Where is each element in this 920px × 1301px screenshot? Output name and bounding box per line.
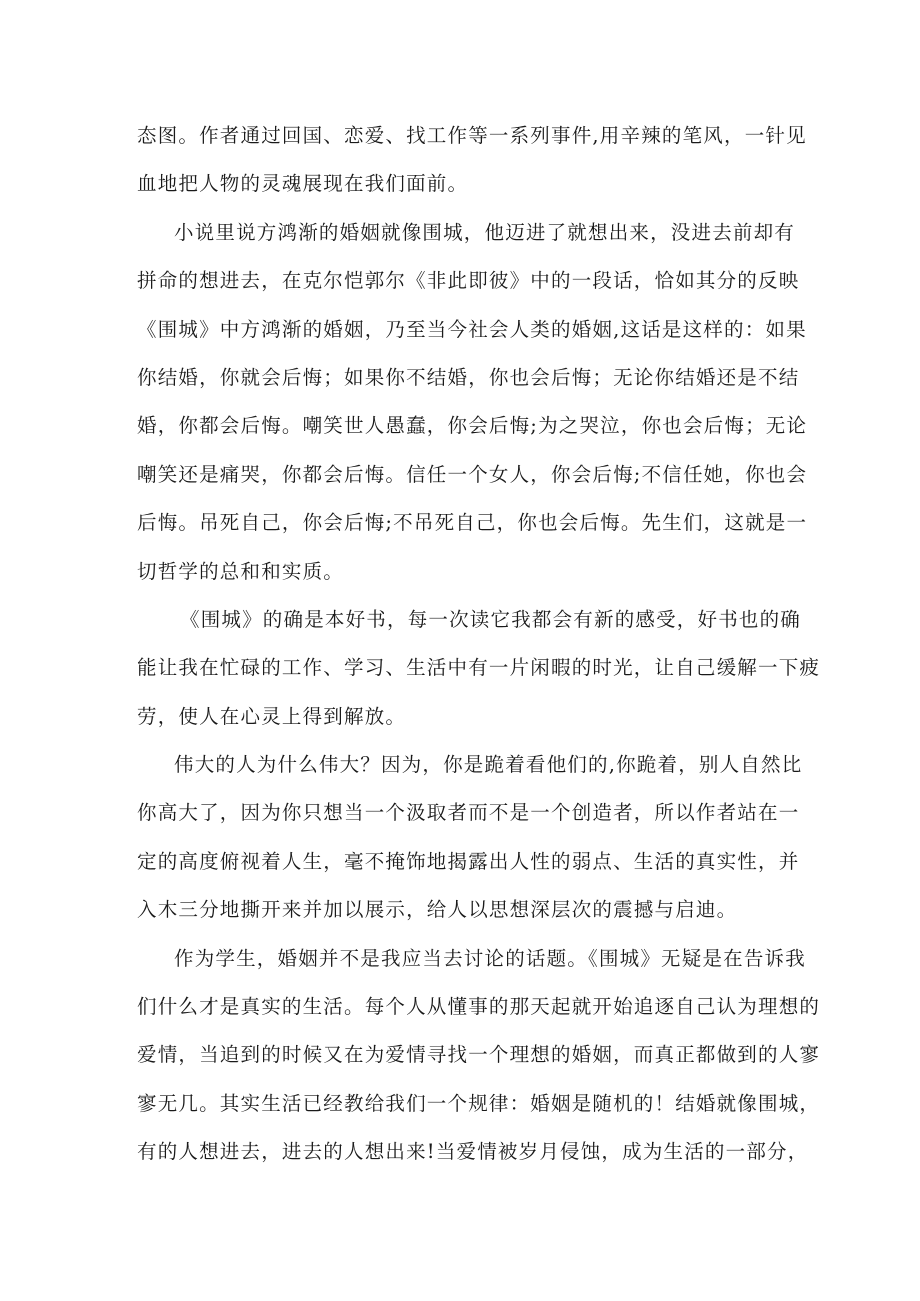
text-line: 有的人想进去，进去的人想出来!当爱情被岁月侵蚀，成为生活的一部分， xyxy=(137,1140,809,1164)
text-line: 小说里说方鸿渐的婚姻就像围城，他迈进了就想出来，没进去前却有 xyxy=(174,220,796,244)
text-line: 切哲学的总和和实质。 xyxy=(137,559,345,583)
text-line: 作为学生，婚姻并不是我应当去讨论的话题。《围城》无疑是在告诉我 xyxy=(174,946,806,970)
text-line: 拼命的想进去，在克尔恺郭尔《非此即彼》中的一段话，恰如其分的反映 xyxy=(137,269,800,293)
text-line: 入木三分地撕开来并加以展示，给人以思想深层次的震撼与启迪。 xyxy=(137,898,738,922)
text-line: 血地把人物的灵魂展现在我们面前。 xyxy=(137,172,469,196)
text-line: 们什么才是真实的生活。每个人从懂事的那天起就开始追逐自己认为理想的 xyxy=(137,995,821,1019)
text-line: 态图。作者通过回国、恋爱、找工作等一系列事件,用辛辣的笔风，一针见 xyxy=(137,124,807,147)
text-line: 你高大了，因为你只想当一个汲取者而不是一个创造者，所以作者站在一 xyxy=(137,801,800,825)
essay-body xyxy=(137,112,821,1177)
text-line: 《围城》中方鸿渐的婚姻，乃至当今社会人类的婚姻,这话是这样的：如果 xyxy=(137,317,807,341)
text-line: 伟大的人为什么伟大？因为，你是跪着看他们的,你跪着，别人自然比 xyxy=(174,753,803,777)
text-line: 寥无几。其实生活已经教给我们一个规律：婚姻是随机的！结婚就像围城， xyxy=(137,1091,821,1115)
text-line: 《围城》的确是本好书，每一次读它我都会有新的感受，好书也的确 xyxy=(180,607,802,631)
text-line: 定的高度俯视着人生，毫不掩饰地揭露出人性的弱点、生活的真实性，并 xyxy=(137,849,800,873)
text-line: 婚，你都会后悔。嘲笑世人愚蠢，你会后悔;为之哭泣，你也会后悔；无论 xyxy=(137,414,808,438)
text-line: 能让我在忙碌的工作、学习、生活中有一片闲暇的时光，让自己缓解一下疲 xyxy=(137,656,821,680)
text-line: 你结婚，你就会后悔；如果你不结婚，你也会后悔；无论你结婚还是不结 xyxy=(137,365,800,389)
text-line: 爱情，当追到的时候又在为爱情寻找一个理想的婚姻，而真正都做到的人寥 xyxy=(137,1043,821,1067)
text-line: 后悔。吊死自己，你会后悔;不吊死自己，你也会后悔。先生们，这就是一 xyxy=(137,511,808,535)
text-line: 嘲笑还是痛哭，你都会后悔。信任一个女人，你会后悔;不信任她，你也会 xyxy=(137,462,808,486)
text-line: 劳，使人在心灵上得到解放。 xyxy=(137,704,407,728)
